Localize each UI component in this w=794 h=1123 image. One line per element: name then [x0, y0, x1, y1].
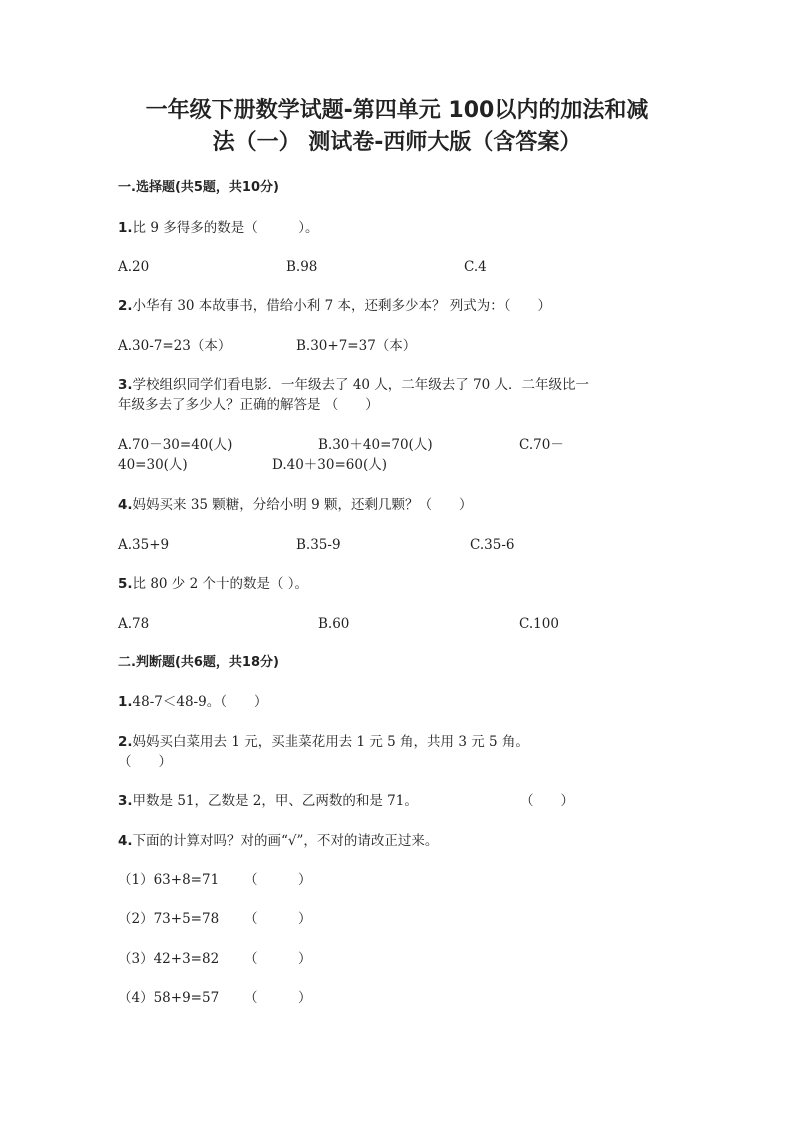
- q-number: 4.: [118, 497, 133, 513]
- option-a: A.70－30=40(人): [118, 437, 233, 453]
- page-title-line1: 一年级下册数学试题-第四单元 100以内的加法和减: [145, 98, 649, 123]
- q-text: 比 80 少 2 个十的数是（ ）。: [132, 576, 309, 592]
- q1-3-cont: 年级多去了多少人？正确的解答是 （ ）: [118, 397, 379, 413]
- option-b: B.30＋40=70(人): [318, 437, 433, 453]
- q-number: 1.: [118, 694, 133, 710]
- q-number: 3.: [118, 377, 133, 393]
- section1-heading: 一.选择题(共5题，共10分): [118, 180, 279, 195]
- option-a: A.30-7=23（本）: [118, 338, 232, 354]
- q2-3: [118, 791, 418, 811]
- q-text: 下面的计算对吗？对的画“√”，不对的请改正过来。: [132, 833, 439, 849]
- q-number: 5.: [118, 576, 133, 592]
- option-c: C.70－: [519, 437, 564, 453]
- q-text: 48-7＜48-9。（ ）: [132, 694, 268, 710]
- option-c: C.4: [464, 259, 487, 275]
- q1-1: [118, 218, 318, 238]
- q-number: 3.: [118, 793, 133, 809]
- calc-blank: （ ）: [244, 951, 312, 967]
- q2-1: [118, 692, 267, 712]
- q-text: 小华有 30 本故事书，借给小利 7 本，还剩多少本？ 列式为：（ ）: [132, 298, 552, 314]
- q1-5: [118, 574, 308, 594]
- option-c-cont: 40=30(人): [118, 457, 188, 473]
- q-number: 2.: [118, 298, 133, 314]
- q2-3-blank: （ ）: [520, 793, 574, 809]
- q1-3: [118, 375, 589, 395]
- option-c: C.100: [519, 616, 559, 632]
- q-text: 甲数是 51，乙数是 2，甲、乙两数的和是 71。: [132, 793, 418, 809]
- option-b: B.30+7=37（本）: [296, 338, 417, 354]
- calc-item: （4）58+9=57: [118, 990, 220, 1006]
- q-text: 学校组织同学们看电影．一年级去了 40 人，二年级去了 70 人．二年级比一: [132, 377, 590, 393]
- option-d: D.40＋30=60(人): [272, 457, 388, 473]
- q-text: 妈妈买白菜用去 1 元，买韭菜花用去 1 元 5 角，共用 3 元 5 角。: [132, 734, 529, 750]
- q1-2: [118, 296, 551, 316]
- q2-4: [118, 831, 438, 851]
- option-b: B.60: [318, 616, 350, 632]
- calc-blank: （ ）: [244, 990, 312, 1006]
- q-text: 妈妈买来 35 颗糖，分给小明 9 颗，还剩几颗？（ ）: [132, 497, 473, 513]
- calc-blank: （ ）: [244, 872, 312, 888]
- q1-4: [118, 495, 472, 515]
- section2-heading: 二.判断题(共6题，共18分): [118, 655, 279, 670]
- option-a: A.35+9: [118, 537, 170, 553]
- q-number: 4.: [118, 833, 133, 849]
- calc-blank: （ ）: [244, 911, 312, 927]
- calc-item: （3）42+3=82: [118, 951, 220, 967]
- calc-item: （1）63+8=71: [118, 872, 220, 888]
- q2-2-blank: （ ）: [118, 754, 172, 770]
- q-number: 2.: [118, 734, 133, 750]
- option-b: B.35-9: [296, 537, 341, 553]
- q-number: 1.: [118, 220, 133, 236]
- option-b: B.98: [286, 259, 318, 275]
- q2-2: [118, 732, 529, 752]
- option-a: A.20: [118, 259, 150, 275]
- page-title-line2: 法（一） 测试卷-西师大版（含答案）: [212, 130, 582, 155]
- option-c: C.35-6: [470, 537, 515, 553]
- option-a: A.78: [118, 616, 150, 632]
- q-text: 比 9 多得多的数是（ ）。: [132, 220, 319, 236]
- calc-item: （2）73+5=78: [118, 911, 220, 927]
